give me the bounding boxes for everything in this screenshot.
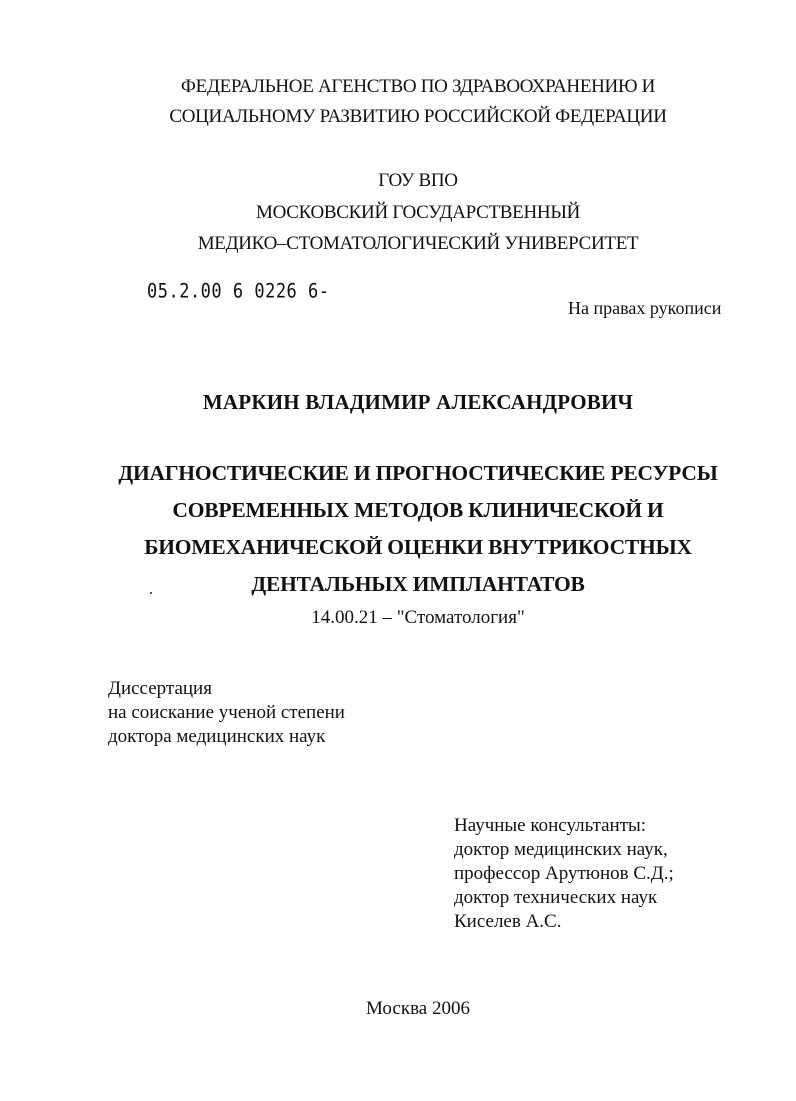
scan-speck [150,592,152,594]
dissertation-purpose: на соискание ученой степени [108,702,345,723]
dissertation-degree: доктора медицинских наук [108,726,326,747]
title-line-1: ДИАГНОСТИЧЕСКИЕ И ПРОГНОСТИЧЕСКИЕ РЕСУРСЫ [118,461,718,485]
dissertation-label: Диссертация [108,678,212,699]
university-name-line-1: МОСКОВСКИЙ ГОСУДАРСТВЕННЫЙ [255,202,581,223]
registration-stamp: 05.2.00 6 0226 6- [147,280,330,303]
author-name: МАРКИН ВЛАДИМИР АЛЕКСАНДРОВИЧ [202,390,634,414]
city-year: Москва 2006 [366,998,470,1019]
university-abbrev: ГОУ ВПО [378,170,458,191]
consultant-1-degree: доктор медицинских наук, [454,839,668,860]
university-name-line-2: МЕДИКО–СТОМАТОЛОГИЧЕСКИЙ УНИВЕРСИТЕТ [197,233,639,254]
agency-line-1: ФЕДЕРАЛЬНОЕ АГЕНСТВО ПО ЗДРАВООХРАНЕНИЮ И [180,76,656,97]
consultant-1-name: профессор Арутюнов С.Д.; [454,863,674,884]
title-line-3: БИОМЕХАНИЧЕСКОЙ ОЦЕНКИ ВНУТРИКОСТНЫХ [144,535,692,559]
agency-line-2: СОЦИАЛЬНОМУ РАЗВИТИЮ РОССИЙСКОЙ ФЕДЕРАЦИИ [169,106,667,127]
specialty-code: 14.00.21 – "Стоматология" [311,607,525,628]
consultants-heading: Научные консультанты: [454,815,647,836]
consultant-2-name: Киселев А.С. [454,911,562,932]
title-line-2: СОВРЕМЕННЫХ МЕТОДОВ КЛИНИЧЕСКОЙ И [172,498,664,522]
manuscript-rights: На правах рукописи [568,298,722,318]
consultant-2-degree: доктор технических наук [454,887,658,908]
title-line-4: ДЕНТАЛЬНЫХ ИМПЛАНТАТОВ [251,572,585,596]
